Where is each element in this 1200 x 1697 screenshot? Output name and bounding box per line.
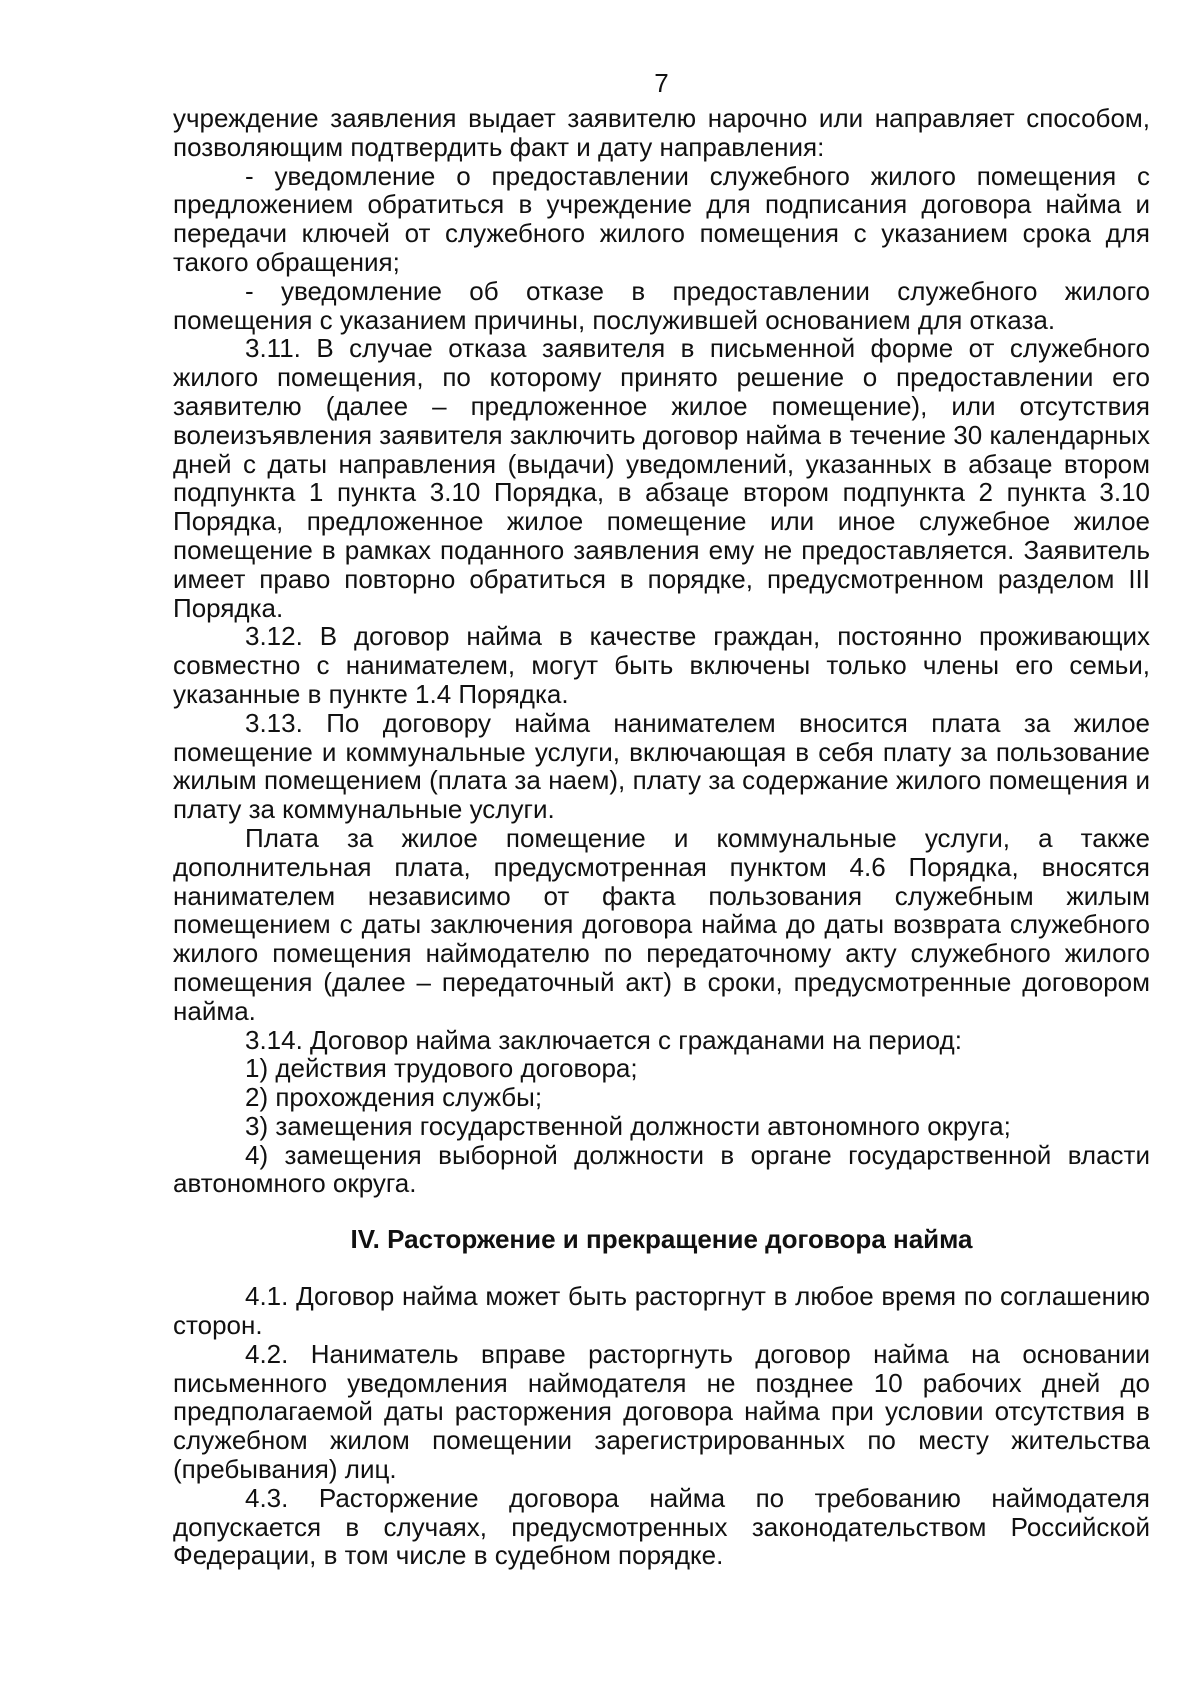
body-text-before: [173, 104, 1150, 1198]
list-item: 1) действия трудового договора;: [245, 1053, 638, 1084]
paragraph: Плата за жилое помещение и коммунальные услуги, а также дополнительная плата, предусмотренная пунктом 4.6 Порядка, вносятся нанимателем независимо от факта пользования служебным жилым помещением с даты заключения договора найма до даты возврата служебного жилого помещения наймодателю по передаточному акту служебного жилого помещения (далее – передаточный акт) в сроки, предусмотренные договором найма.: [173, 822, 1150, 1026]
body-text-after: [173, 1282, 1150, 1570]
paragraph: 4.3. Расторжение договора найма по требованию наймодателя допускается в случаях, предусмотренных законодательством Российской Федерации, в том числе в судебном порядке.: [173, 1482, 1150, 1571]
paragraph: 4.1. Договор найма может быть расторгнут в любое время по соглашению сторон.: [173, 1281, 1150, 1341]
paragraph: 3.14. Договор найма заключается с гражданами на период:: [245, 1024, 962, 1055]
paragraph: - уведомление об отказе в предоставлении служебного жилого помещения с указанием причины, послужившей основанием для отказа.: [173, 275, 1150, 335]
paragraph: - уведомление о предоставлении служебного жилого помещения с предложением обратиться в учреждение для подписания договора найма и передачи ключей от служебного жилого помещения с указанием срока для такого обращения;: [173, 160, 1150, 277]
list-item: 2) прохождения службы;: [245, 1082, 543, 1113]
paragraph: 3.11. В случае отказа заявителя в письменной форме от служебного жилого помещения, по которому принято решение о предоставлении его заявителю (далее – предложенное жилое помещение), или отсутствия волеизъявления заявителя заключить договор найма в течение 30 календарных дней с даты направления (выдачи) уведомлений, указанных в абзаце втором подпункта 1 пункта 3.10 Порядка, в абзаце втором подпункта 2 пункта 3.10 Порядка, предложенное жилое помещение или иное служебное жилое помещение в рамках поданного заявления ему не предоставляется. Заявитель имеет право повторно обратиться в порядке, предусмотренном разделом III Порядка.: [173, 333, 1150, 623]
list-item: 4) замещения выборной должности в органе государственной власти автономного округа.: [173, 1139, 1150, 1199]
section-heading: IV. Расторжение и прекращение договора найма: [350, 1224, 973, 1255]
page-number: 7: [654, 68, 669, 98]
document-page: [173, 68, 1150, 1570]
paragraph: учреждение заявления выдает заявителю нарочно или направляет способом, позволяющим подтвердить факт и дату направления:: [173, 103, 1150, 162]
paragraph: 4.2. Наниматель вправе расторгнуть договор найма на основании письменного уведомления наймодателя не позднее 10 рабочих дней до предполагаемой даты расторжения договора найма при условии отсутствия в служебном жилом помещении зарегистрированных по месту жительства (пребывания) лиц.: [173, 1338, 1150, 1485]
paragraph: 3.12. В договор найма в качестве граждан, постоянно проживающих совместно с нанимателем, могут быть включены только члены его семьи, указанные в пункте 1.4 Порядка.: [173, 621, 1150, 709]
list-item: 3) замещения государственной должности автономного округа;: [245, 1110, 1011, 1141]
paragraph: 3.13. По договору найма нанимателем вносится плата за жилое помещение и коммунальные услуги, включающая в себя плату за пользование жилым помещением (плата за наем), плату за содержание жилого помещения и плату за коммунальные услуги.: [173, 707, 1150, 825]
